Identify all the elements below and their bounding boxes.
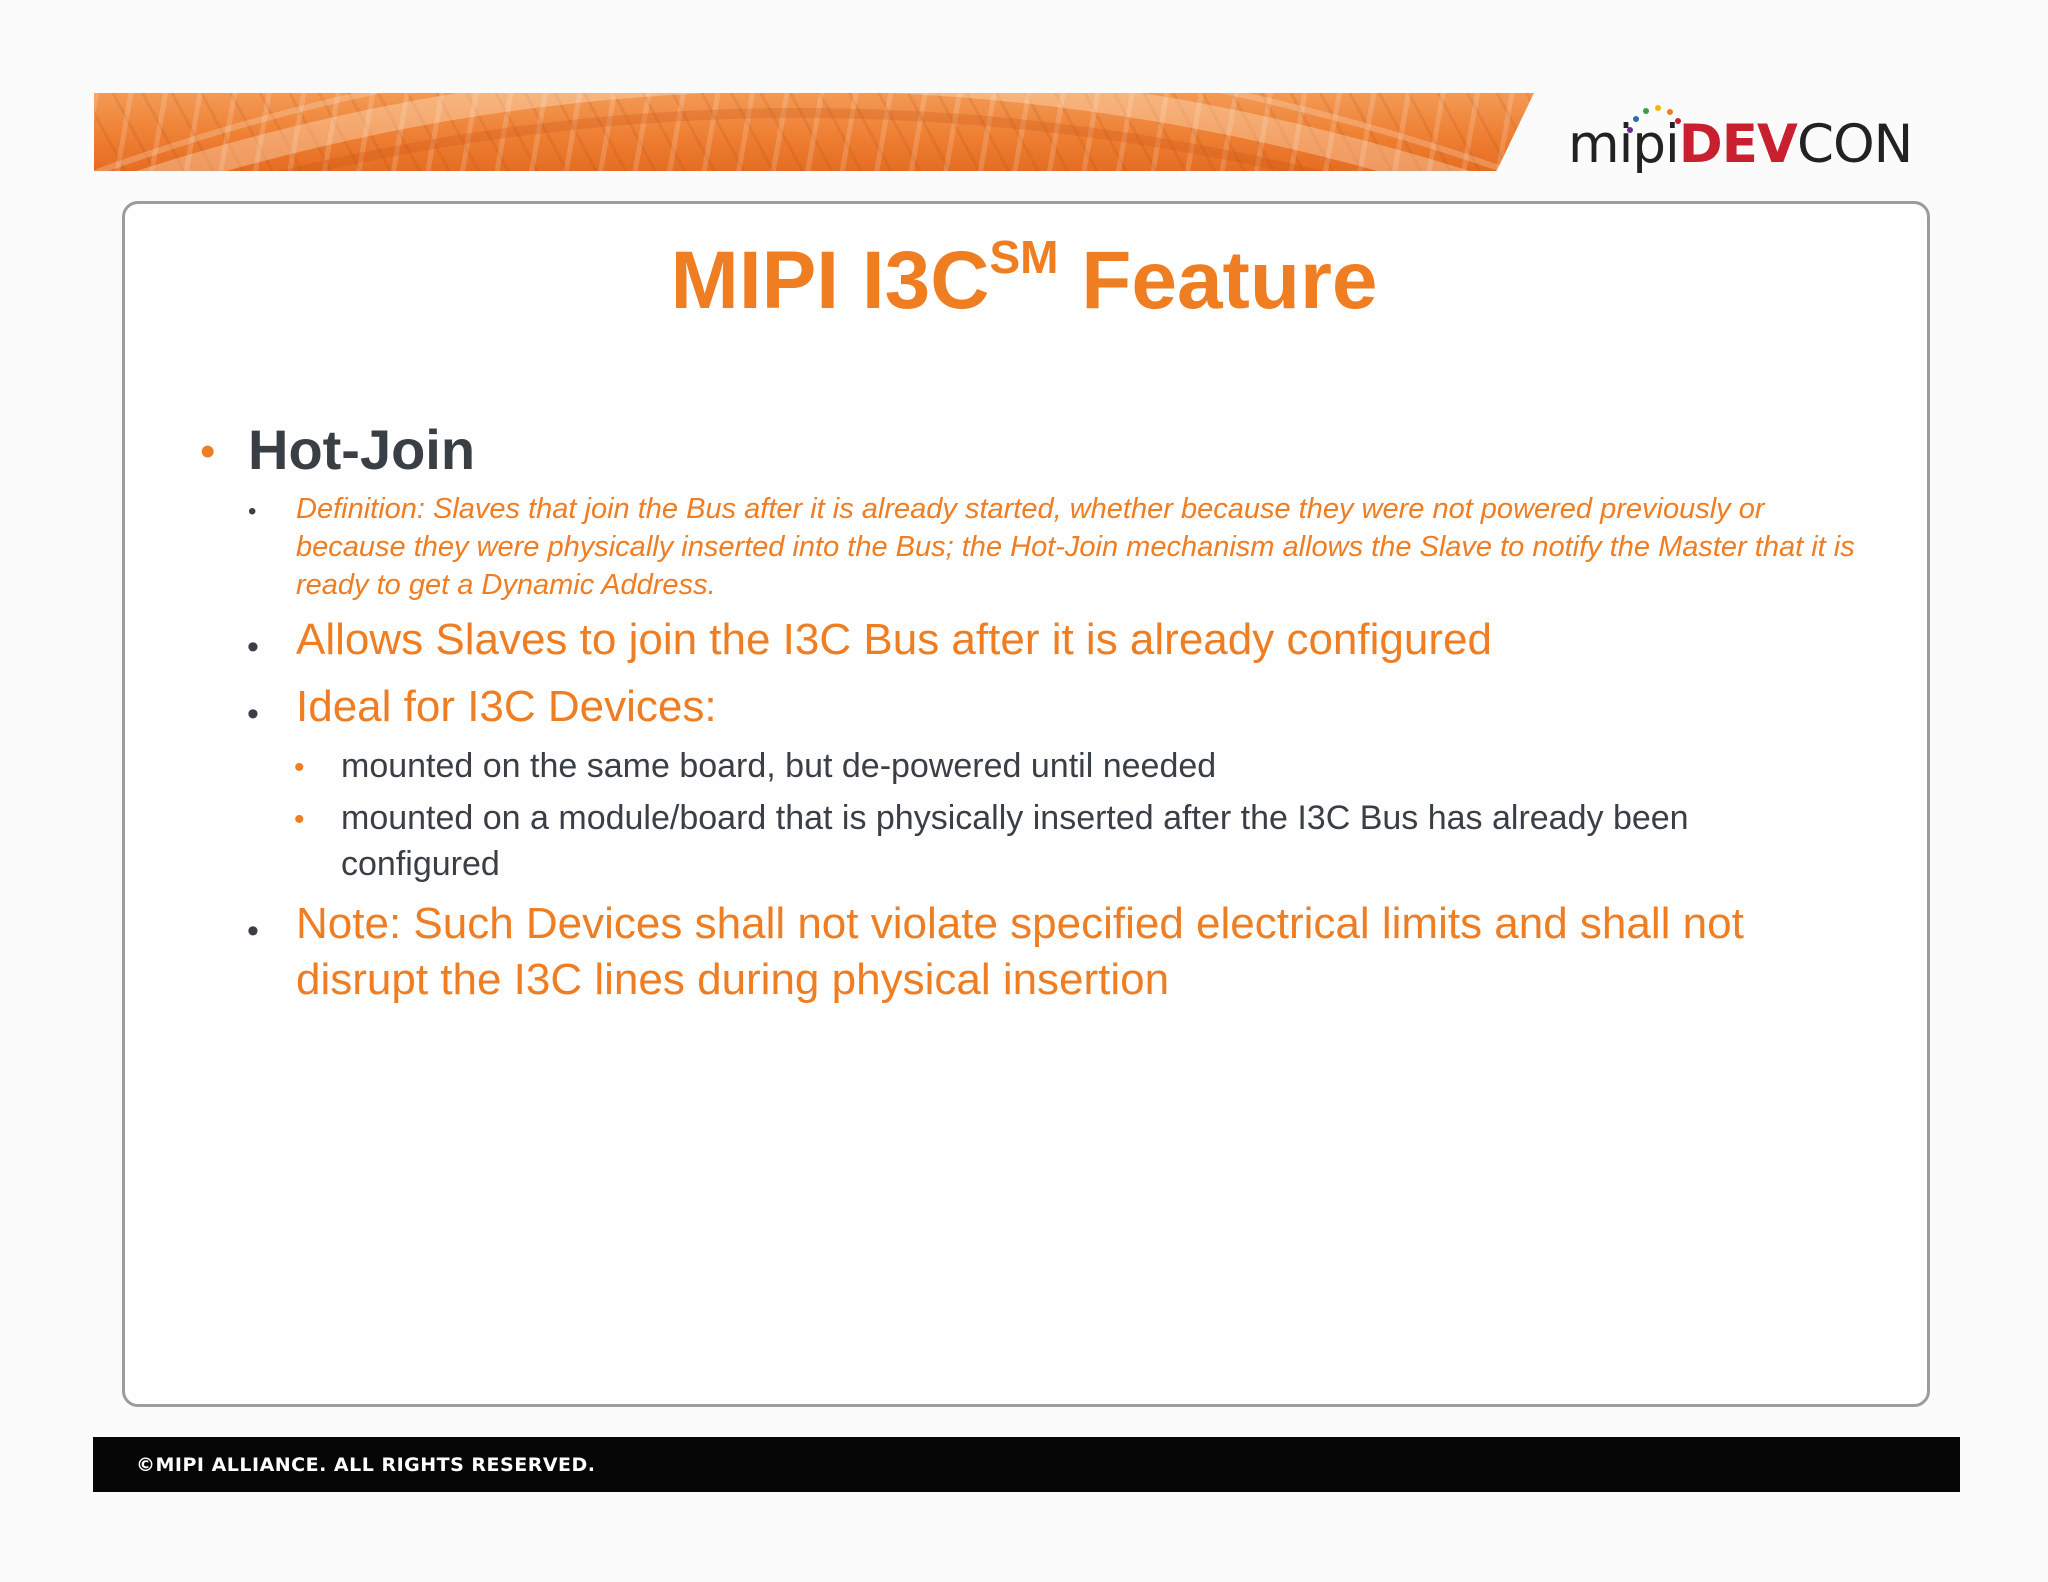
sub-point-same-board: mounted on the same board, but de-powered until needed <box>341 747 1217 785</box>
point-ideal-devices: Ideal for I3C Devices: <box>296 682 717 731</box>
title-superscript: SM <box>989 231 1059 283</box>
bullet-sub-2: • <box>294 803 305 836</box>
logo-brand: DEV <box>1678 114 1797 175</box>
title-rest: Feature <box>1058 235 1378 326</box>
point-allows-slaves: Allows Slaves to join the I3C Bus after it is already configured <box>296 615 1492 664</box>
logo-prefix: mipi <box>1568 114 1679 175</box>
bullet-level1: • <box>200 427 216 476</box>
bullet-allows: • <box>247 628 259 666</box>
bullet-ideal: • <box>247 695 259 733</box>
footer-copyright: ©MIPI ALLIANCE. ALL RIGHTS RESERVED. <box>136 1454 596 1476</box>
title-main: MIPI I3C <box>670 235 990 326</box>
heading-hot-join: Hot-Join <box>248 418 476 481</box>
definition-text: Definition: Slaves that join the Bus after it is already started, whether because they were not powered previously or because they were physically inserted into the Bus; the Hot-Join mechanism allows the Slave to notify the Master that it is ready to get a Dynamic Address. <box>296 493 1855 601</box>
footer-bar <box>93 1437 1960 1492</box>
slide-title <box>0 231 2048 326</box>
bullet-definition: • <box>248 498 257 525</box>
sub-point-module-board: mounted on a module/board that is physically inserted after the I3C Bus has already been configured <box>341 799 1689 883</box>
bullet-sub-1: • <box>294 751 305 784</box>
logo-wordmark <box>1568 114 1913 175</box>
logo-suffix: CON <box>1796 114 1913 175</box>
mipi-devcon-logo <box>1568 100 1913 180</box>
header-banner-arc-graphic <box>94 93 1534 171</box>
point-note: Note: Such Devices shall not violate specified electrical limits and shall not disrupt the I3C lines during physical insertion <box>296 899 1744 1004</box>
bullet-note: • <box>247 912 259 950</box>
